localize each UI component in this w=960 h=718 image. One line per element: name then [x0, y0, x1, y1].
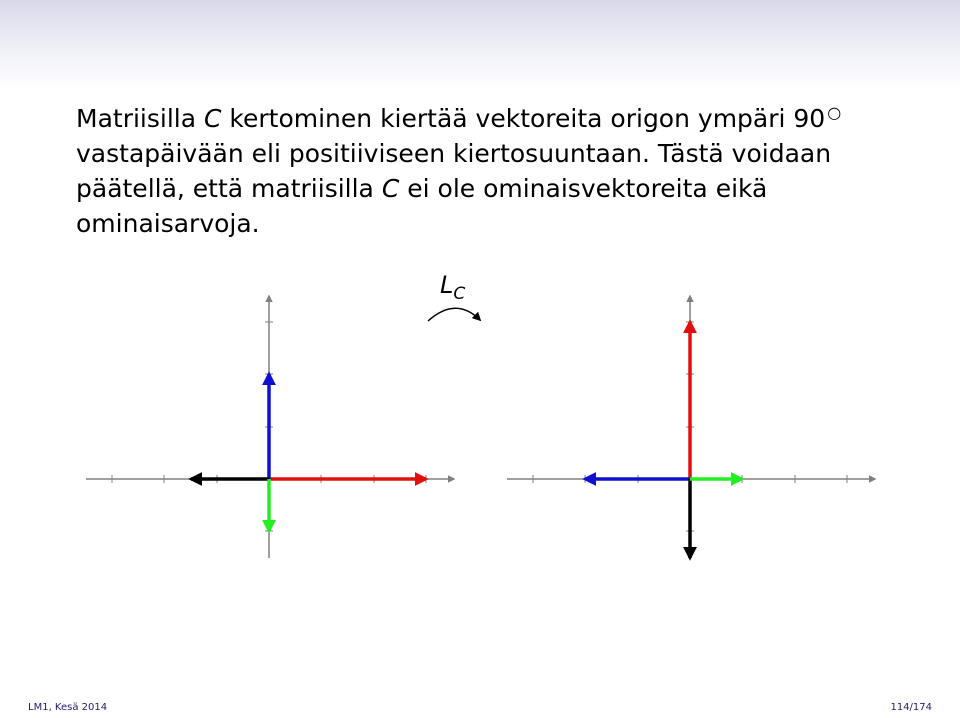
left-plot: [86, 296, 454, 558]
matrix-symbol-c: C: [204, 104, 222, 133]
header-band: [0, 0, 960, 90]
text-part-1: Matriisilla: [76, 104, 204, 133]
slide-footer: [0, 698, 960, 718]
right-plot: [507, 296, 875, 558]
curved-arrow-icon: [428, 308, 480, 321]
arrow-label: $L_C$: [440, 271, 466, 304]
transformation-arrow: [428, 271, 480, 321]
text-part-2: kertominen kiertää vektoreita origon ympäri 90: [221, 104, 826, 133]
text-part-4: ei ole ominaisvektoreita eikä ominaisarvoja.: [76, 174, 768, 238]
page-number: 114/174: [890, 702, 932, 713]
rotation-figure: [0, 260, 960, 570]
footer-course: LM1, Kesä 2014: [28, 702, 108, 713]
degree-symbol: ○: [827, 103, 842, 122]
body-paragraph: [76, 95, 896, 241]
matrix-symbol-c-2: C: [381, 174, 400, 203]
text-part-3: vastapäivään eli positiiviseen kiertosuuntaan. Tästä voidaan päätellä, että matriisilla: [76, 139, 832, 203]
